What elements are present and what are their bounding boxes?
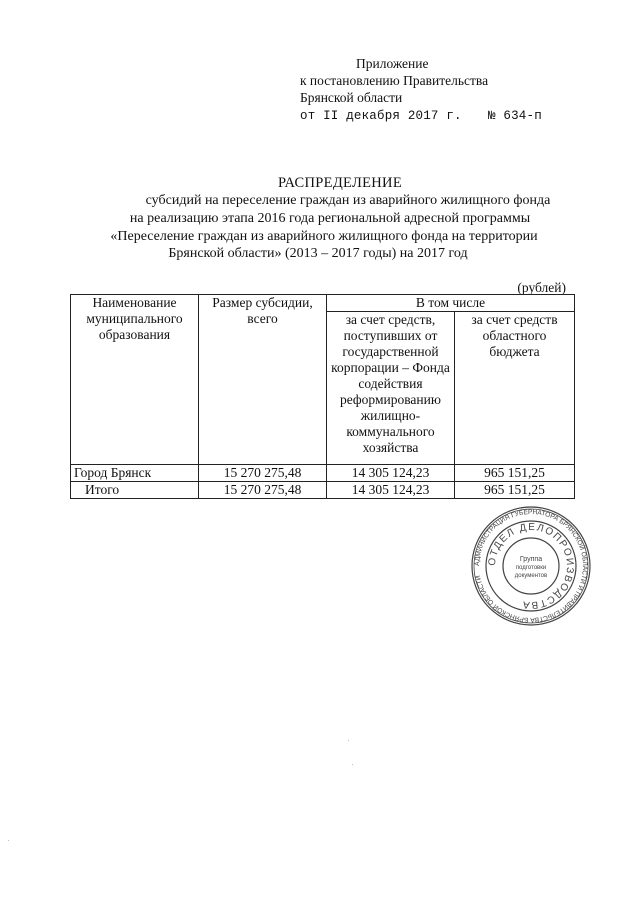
title-line-4: Брянской области» (2013 – 2017 годы) на 2017 год (168, 246, 468, 261)
scan-speck (348, 740, 349, 741)
header-row (71, 295, 575, 312)
seal-ring-text: ОТДЕЛ ДЕЛОПРОИЗВОДСТВА (486, 521, 576, 611)
subsidy-table (70, 294, 575, 499)
seal-center-line-1: Группа (519, 556, 543, 563)
row-total: 15 270 275,48 (199, 465, 327, 482)
seal-center-line-2: подготовки (515, 565, 547, 571)
appendix-date: от II декабря 2017 г. (300, 109, 462, 123)
scan-speck (352, 764, 353, 765)
table-row-total (71, 482, 575, 499)
title-line-2: на реализацию этапа 2016 года региональной адресной программы (129, 211, 531, 226)
title-line-1: субсидий на переселение граждан из аварийного жилищного фонда (145, 193, 551, 208)
header-municipality: Наименование муниципального образования (71, 295, 199, 465)
title-line-3: «Переселение граждан из аварийного жилищного фонда на территории (110, 229, 538, 244)
seal-outer-text: АДМИНИСТРАЦИЯ ГУБЕРНАТОРА БРЯНСКОЙ ОБЛАСТИ И ПРАВИТЕЛЬСТВА БРЯНСКОЙ ОБЛАСТИ (473, 508, 589, 624)
header-subsidy-total: Размер субсидии, всего (199, 295, 327, 465)
table-row (71, 465, 575, 482)
appendix-number: № 634-п (488, 109, 542, 123)
row-regional: 965 151,25 (455, 465, 575, 482)
row-regional: 965 151,25 (455, 482, 575, 499)
appendix-region: Брянской области (300, 90, 403, 105)
scan-speck (8, 840, 9, 841)
header-including: В том числе (327, 295, 575, 312)
appendix-label: Приложение (356, 56, 429, 71)
seal-center-line-3: документов (514, 573, 548, 579)
header-regional-budget: за счет средств областного бюджета (455, 312, 575, 465)
document-title: РАСПРЕДЕЛЕНИЕ (278, 175, 402, 191)
row-total: 15 270 275,48 (199, 482, 327, 499)
row-fund: 14 305 124,23 (327, 482, 455, 499)
row-name: Итого (71, 482, 199, 499)
row-name: Город Брянск (71, 465, 199, 482)
appendix-decree: к постановлению Правительства (300, 73, 489, 88)
row-fund: 14 305 124,23 (327, 465, 455, 482)
unit-label: (рублей) (517, 280, 566, 295)
department-seal (470, 505, 592, 627)
header-fund-source: за счет средств, поступивших от государственной корпорации – Фонда содействия реформированию жилищно-коммунального хозяйства (327, 312, 455, 465)
